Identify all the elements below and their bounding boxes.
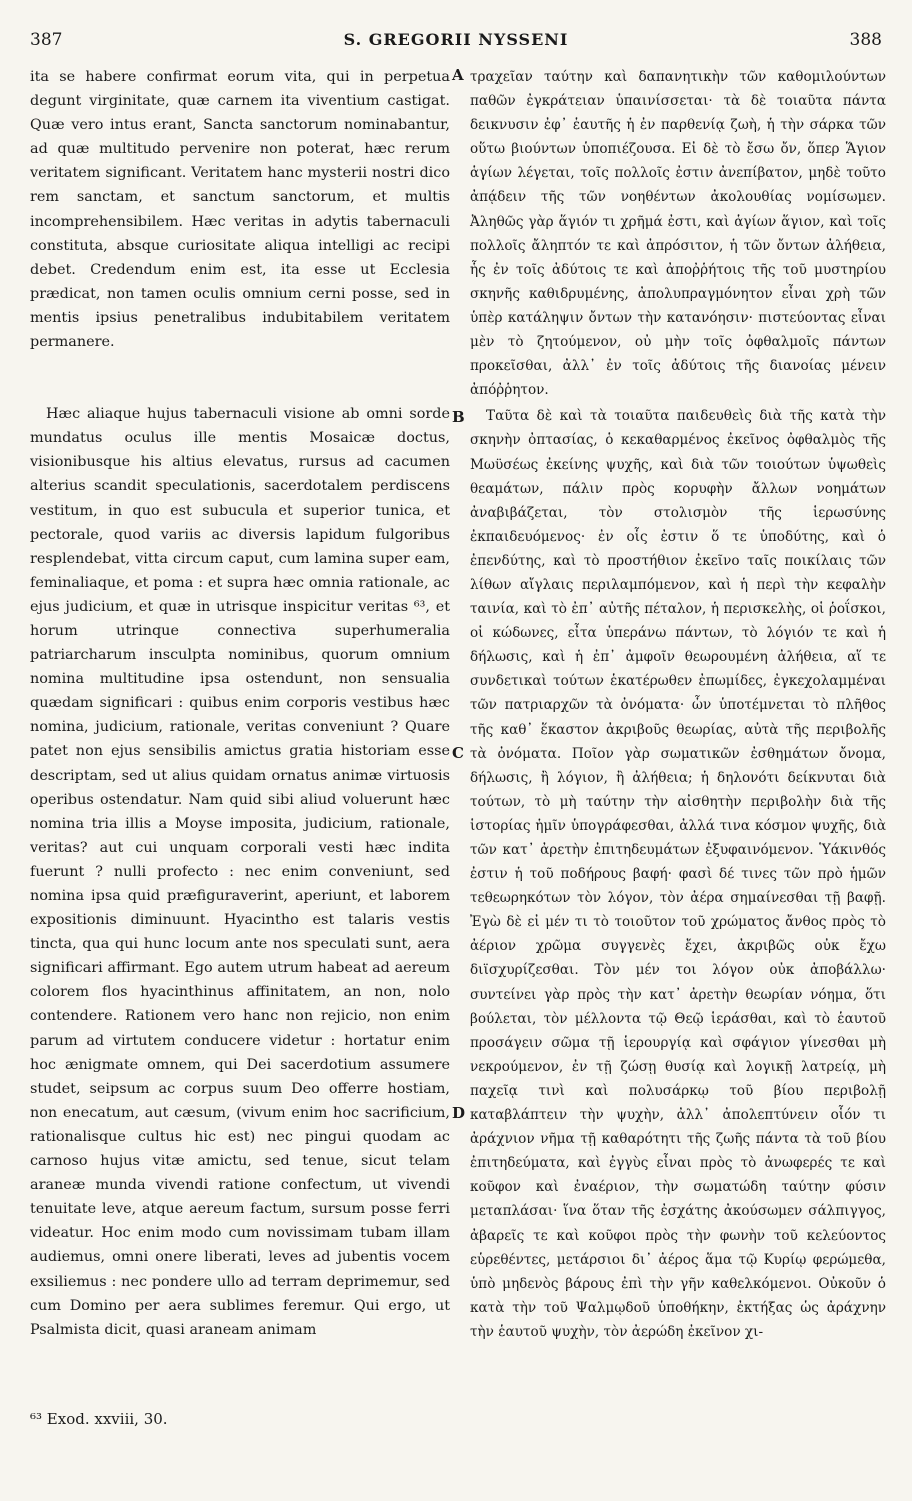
page-number-left: 387 (30, 30, 63, 50)
running-title: S. GREGORII NYSSENI (343, 30, 569, 49)
greek-paragraph-1: τραχεῖαν ταύτην καὶ δαπανητικὴν τῶν καθομιλούντων παθῶν ἐγκράτειαν ὑπαινίσσεται· τὰ δὲ τοιαῦτα πάντα δεικνυσιν ἐφ᾽ ἑαυτῆς ἡ ἐν παρθενίᾳ ζωὴ, ἡ τὴν σάρκα τῶν οὕτω βιούντων ὑποπιέζουσα. Εἰ δὲ τὸ ἔσω ὄν, ὅπερ Ἅγιον ἁγίων λέγεται, τοῖς πολλοῖς ἐστιν ἀνεπίβατον, μηδὲ τοῦτο ἀπᾴδειν τῆς τῶν νοηθέντων ἀκολουθίας νομίσωμεν. Ἀληθῶς γὰρ ἅγιόν τι χρῆμά ἐστι, καὶ ἁγίων ἅγιον, καὶ τοῖς πολλοῖς ἄληπτόν τε καὶ ἀπρόσιτον, ἡ τῶν ὄντων ἀλήθεια, ἧς ἐν τοῖς ἀδύτοις τε καὶ ἀποῤῥήτοις τῆς τοῦ μυστηρίου σκηνῆς καθιδρυμένης, ἀπολυπραγμόνητον εἶναι χρὴ τῶν ὑπὲρ κατάληψιν ὄντων τὴν κατανόησιν· πιστεύοντας εἶναι μὲν τὸ ζητούμενον, οὐ μὴν τοῖς ὀφθαλμοῖς πάντων προκεῖσθαι, ἀλλ᾽ ἐν τοῖς ἀδύτοις τῆς διανοίας μένειν ἀπόῤῥητον. (470, 69, 886, 399)
margin-letter-a: A (452, 66, 464, 84)
margin-letter-b: B (452, 408, 465, 426)
latin-paragraph-2: Hæc aliaque hujus tabernaculi visione ab omni sorde mundatus oculus ille mentis Mosaicæ doctus, visionibusque his altius elevatus, rursus ad cacumen alterius scandit speculationis, sacerdotalem perdiscens vestitum, in quo est subucula et superior tunica, et pectorale, quod variis ac diversis lapidum fulgoribus resplendebat, vitta circum caput, cum lamina super eam, feminaliaque, et poma : et supra hæc omnia rationale, ac ejus judicium, et quæ in utrisque inspicitur veritas ⁶³, et horum utrinque connectiva superhumeralia patriarcharum insculpta nominibus, quorum omnium nomina multitudine ipsa ostendunt, non sensualia quædam significari : quibus enim corporis vestibus hæc nomina, judicium, rationale, veritas conveniunt ? Quare patet non ejus sensibilis amictus gratia historiam esse descriptam, sed ut alius quidam ornatus animæ virtuosis operibus ostendatur. Nam quid sibi aliud voluerunt hæc nomina tria illis a Moyse imposita, judicium, rationale, veritas? aut cui unquam corporali vesti hæc indita fuerunt ? nulli profecto : nec enim conveniunt, sed nomina ipsa quid præfiguraverint, aperiunt, et laborem expositionis diminuunt. Hyacintho est talaris vestis tincta, qua qui hunc locum ante nos speculati sunt, aera significari affirmant. Ego autem utrum habeat ad aereum colorem flos hyacinthinus affinitatem, an non, nolo contendere. Rationem vero hanc non rejicio, non enim parum ad virtutem conducere videtur : hortatur enim hoc ænigmate omnem, qui Dei sacerdotium assumere studet, seipsum ac corpus suum Deo offerre hostiam, non enecatum, aut cæsum, (vivum enim hoc sacrificium, rationalisque cultus hic est) nec pingui quodam ac carnoso hujus vitæ amictu, sed tenue, sicut telam araneæ munda vivendi ratione confectum, ut vivendi tenuitate leve, atque aereum factum, sursum posse ferri videatur. Hoc enim modo cum novissimam tubam illam audiemus, omni onere liberati, leves ad jubentis vocem exsiliemus : nec pondere ullo ad terram deprimemur, sed cum Domino per aera sublimes feremur. Qui ergo, ut Psalmista dicit, quasi araneam animam (30, 406, 450, 1338)
footnote: ⁶³ Exod. xxviii, 30. (30, 1410, 168, 1428)
latin-column (30, 65, 450, 1342)
margin-letter-d: D (452, 1104, 466, 1122)
margin-letter-c: C (452, 744, 464, 762)
latin-paragraph-1: ita se habere confirmat eorum vita, qui in perpetua degunt virginitate, quæ carnem ita viventium castigat. Quæ vero intus erant, Sancta sanctorum nominabantur, ad quæ multitudo pervenire non poterat, hæc rerum veritatem significant. Veritatem hanc mysterii nostri dico rem sanctam, et sanctum sanctorum, et multis incomprehensibilem. Hæc veritas in adytis tabernaculi constituta, absque curiositate aliqua intelligi ac recipi debet. Credendum enim est, ita esse ut Ecclesia prædicat, non tamen oculis omnium cerni posse, sed in mentis ipsius penetralibus indubitabilem veritatem permanere. (30, 69, 450, 351)
page-number-right: 388 (849, 30, 882, 50)
page-header (30, 8, 882, 48)
greek-column (470, 65, 886, 1344)
greek-paragraph-2: Ταῦτα δὲ καὶ τὰ τοιαῦτα παιδευθεὶς διὰ τῆς κατὰ τὴν σκηνὴν ὀπτασίας, ὁ κεκαθαρμένος ἐκεῖνος ὀφθαλμὸς τῆς Μωϋσέως ἐκείνης ψυχῆς, καὶ διὰ τῶν τοιούτων ὑψωθεὶς θεαμάτων, πάλιν πρὸς κορυφὴν ἄλλων νοημάτων ἀναβιβάζεται, τὸν στολισμὸν τῆς ἱερωσύνης ἐκπαιδευόμενος· ἐν οἷς ἐστιν ὅ τε ὑποδύτης, καὶ ὁ ἐπενδύτης, καὶ τὸ προστήθιον ἐκεῖνο ταῖς ποικίλαις τῶν λίθων αἴγλαις περιλαμπόμενον, καὶ ἡ περὶ τὴν κεφαλὴν ταινία, καὶ τὸ ἐπ᾽ αὐτῆς πέταλον, ἡ περισκελὴς, οἱ ῥοΐσκοι, οἱ κώδωνες, εἶτα ὑπεράνω πάντων, τὸ λόγιόν τε καὶ ἡ δήλωσις, καὶ ἡ ἐπ᾽ ἀμφοῖν θεωρουμένη ἀλήθεια, αἵ τε συνδετικαὶ τούτων ἑκατέρωθεν ἐπωμίδες, ἐγκεχολαμμέναι τῶν πατριαρχῶν τὰ ὀνόματα· ὧν ὑποτέμνεται τὸ πλῆθος τῆς καθ᾽ ἕκαστον ἀκριβοῦς θεωρίας, αὐτὰ τῆς περιβολῆς τὰ ὀνόματα. Ποῖον γὰρ σωματικῶν ἐσθημάτων ὄνομα, δήλωσις, ἢ λόγιον, ἢ ἀλήθεια; ἡ δηλονότι δείκνυται διὰ τούτων, τὸ μὴ ταύτην τὴν αἰσθητὴν περιβολὴν διὰ τῆς ἱστορίας ἡμῖν ὑπογράφεσθαι, ἀλλά τινα κόσμον ψυχῆς, διὰ τῶν κατ᾽ ἀρετὴν ἐπιτηδευμάτων ἐξυφαινόμενον. Ὑάκινθός ἐστιν ἡ τοῦ ποδήρους βαφή· φασὶ δέ τινες τῶν πρὸ ἡμῶν τεθεωρηκότων τὸν λόγον, τὸν ἀέρα σημαίνεσθαι τῇ βαφῇ. Ἐγὼ δὲ εἰ μέν τι τὸ τοιοῦτον τοῦ χρώματος ἄνθος πρὸς τὸ ἀέριον χρῶμα συγγενὲς ἔχει, ἀκριβῶς οὐκ ἔχω διϊσχυρίζεσθαι. Τὸν μέν τοι λόγον οὐκ ἀποβάλλω· συντείνει γὰρ πρὸς τὴν κατ᾽ ἀρετὴν θεωρίαν νόημα, ὅτι βούλεται, τὸν μέλλοντα τῷ Θεῷ ἱεράσθαι, καὶ τὸ ἑαυτοῦ προσάγειν σῶμα τῇ ἱερουργίᾳ καὶ σφάγιον γίνεσθαι μὴ νεκρούμενον, ἐν τῇ ζώσῃ θυσίᾳ καὶ λογικῇ λατρείᾳ, μὴ παχεῖᾳ τινὶ καὶ πολυσάρκῳ τοῦ βίου περιβολῇ καταβλάπτειν τὴν ψυχὴν, ἀλλ᾽ ἀπολεπτύνειν οἷόν τι ἀράχνιον νῆμα τῇ καθαρότητι τῆς ζωῆς πάντα τὰ τοῦ βίου ἐπιτηδεύματα, καὶ ἐγγὺς εἶναι πρὸς τὸ ἀνωφερές τε καὶ κοῦφον καὶ ἐναέριον, τὴν σωματώδη ταύτην φύσιν μεταπλάσαι· ἵνα ὅταν τῆς ἐσχάτης ἀκούσωμεν σάλπιγγος, ἀβαρεῖς τε καὶ κοῦφοι πρὸς τὴν φωνὴν τοῦ κελεύοντος εὑρεθέντες, μετάρσιοι δι᾽ ἀέρος ἅμα τῷ Κυρίῳ φερώμεθα, ὑπὸ μηδενὸς βάρους ἐπὶ τὴν γῆν καθελκόμενοι. Οὐκοῦν ὁ κατὰ τὴν τοῦ Ψαλμῳδοῦ ὑποθήκην, ἐκτήξας ὡς ἀράχνην τὴν ἑαυτοῦ ψυχὴν, τὸν ἀερώδη ἐκεῖνον χι- (470, 408, 886, 1340)
